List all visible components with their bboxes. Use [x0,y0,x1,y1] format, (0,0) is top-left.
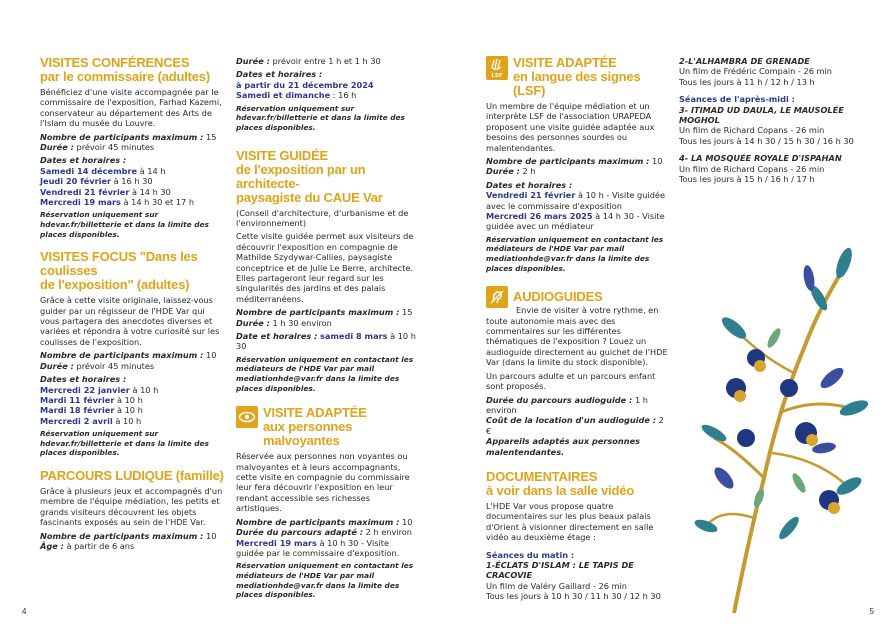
lsf-title: VISITE ADAPTÉE en langue des signes (LSF) [513,55,641,98]
hearing-icon [486,286,508,308]
section-visites-focus: VISITES FOCUS "Dans les coulisses de l'exposition" (adultes) Grâce à cette visite originale, laissez-vous guider par un régisseur de l'HDE Var qui vous partagera des anecdotes diverses et variées et répondra à votre curiosité sur les coulisses de l'exposition. Nombre de participants maximum : 10 Durée : prévoir 45 minutes Dates et horaires : Mercredi 22 janvier à 10 h Mardi 11 février à 10 h Mardi 18 février à 10 h Mercredi 2 avril à 10 h Réservation uniquement sur hdevar.fr/billetterie et dans la limite des places disponibles. [40,250,225,458]
ludique-title: PARCOURS LUDIQUE (famille) [40,467,224,483]
section-visite-malvoyantes: VISITE ADAPTÉE aux personnes malvoyantes Réservée aux personnes non voyantes ou malvoyantes et à leurs accompagnants, cette visite en compagnie du commissaire leur fera découvrir l'exposition en leur rendant accessible ses richesses artistiques. Nombre de participants maximum : 10 Durée du parcours adapté : 2 h environ Mercredi 19 mars à 10 h 30 - Visite guidée par le commissaire d'exposition. Réservation uniquement en contactant les médiateurs de l'HDE Var par mail mediationhde@var.fr dans la limite des places disponibles. [236,406,416,599]
malvoyantes-title: VISITE ADAPTÉE aux personnes malvoyantes [263,405,367,449]
right-column-2: 2-L'ALHAMBRA DE GRENADE Un film de Frédéric Compain - 26 min Tous les jours à 11 h / 12 h / 13 h Séances de l'après-midi : 3- ITIMAD UD DAULA, LE MAUSOLÉE MOGHOL Un film de Richard Copans - 26 min Tous les jours à 14 h 30 / 15 h 30 / 16 h 30 4- LA MOSQUÉE ROYALE D'ISPAHAN Un film de Richard Copans - 26 min Tous les jours à 15 h / 16 h / 17 h [679,56,854,185]
lsf-icon-label: LSF [491,73,503,79]
section-visite-lsf: LSF VISITE ADAPTÉE en langue des signes (LSF) Un membre de l'équipe médiation et un interprète LSF de l'association URAPEDA proposent une visite guidée adaptée aux besoins des personnes sourdes ou malentendantes. Nombre de participants maximum : 10 Durée : 2 h Dates et horaires : Vendredi 21 février à 10 h - Visite guidée avec le commissaire d'exposition Mercredi 26 mars 2025 à 14 h 30 - Visite guidée avec un médiateur Réservation uniquement en contactant les médiateurs de l'HDE Var par mail mediationhde@var.fr dans la limite des places disponibles. [486,56,671,273]
docs-title: DOCUMENTAIRES à voir dans la salle vidéo [486,468,634,498]
conf-reservation: Réservation uniquement sur hdevar.fr/billetterie et dans la limite des places disponibles. [40,210,209,239]
eye-icon [236,406,258,428]
focus-body: Grâce à cette visite originale, laissez-vous guider par un régisseur de l'HDE Var qui vous partagera des anecdotes diverses et variées et répondra à votre curiosité sur les coulisses de l'exposition. [40,295,220,347]
guidee-body: Cette visite guidée permet aux visiteurs de découvrir l'exposition en compagnie de Mathilde Szydywar-Callies, paysagiste conceptrice et de Julie Le Berre, architecte. Elles partageront leur regard sur les singularités des jardins et des palais méditerranéens. [236,231,414,304]
page-number-left: 4 [22,607,27,616]
section-visite-guidee: VISITE GUIDÉE de l'exposition par un architecte- paysagiste du CAUE Var (Conseil d'architecture, d'urbanisme et de l'environnement) Cette visite guidée permet aux visiteurs de découvrir l'exposition en compagnie de Mathilde Szydywar-Callies, paysagiste conceptrice et de Julie Le Berre, architecte. Elles partageront leur regard sur les singularités des jardins et des palais méditerranéens. Nombre de participants maximum : 15 Durée : 1 h 30 environ Date et horaires : samedi 8 mars à 10 h 30 Réservation uniquement en contactant les médiateurs de l'HDE Var par mail mediationhde@var.fr dans la limite des places disponibles. [236,148,416,393]
floral-branch-illustration [694,238,874,618]
focus-title: VISITES FOCUS "Dans les coulisses de l'exposition" (adultes) [40,249,198,293]
page-number-right: 5 [869,607,874,616]
audio-body: Envie de visiter à votre rythme, en toute autonomie mais avec des commentaires sur les différentes thématiques de l'exposition ? Louez un audioguide directement au guichet de l'HDE Var (dans la limite du stock disponible). [486,305,668,368]
guidee-title: VISITE GUIDÉE de l'exposition par un architecte- paysagiste du CAUE Var [236,148,383,206]
section-documentaires: DOCUMENTAIRES à voir dans la salle vidéo L'HDE Var vous propose quatre documentaires sur les plus beaux palais d'Orient à visionner directement en salle vidéo au deuxième étage : Séances du matin : 1-ÉCLATS D'ISLAM : LE TAPIS DE CRACOVIE Un film de Valéry Gaillard - 26 min Tous les jours à 10 h 30 / 11 h 30 / 12 h 30 [486,470,671,602]
focus-reservation: Réservation uniquement sur hdevar.fr/billetterie et dans la limite des places disponibles. [40,429,209,458]
section-continued: Durée : prévoir entre 1 h et 1 h 30 Dates et horaires : à partir du 21 décembre 2024 Samedi et dimanche : 16 h Réservation uniquement sur hdevar.fr/billetterie et dans la limite des places disponibles. [236,56,405,132]
right-page [444,0,888,630]
lsf-body: Un membre de l'équipe médiation et un interprète LSF de l'association URAPEDA proposent une visite guidée adaptée aux besoins des personnes sourdes ou malentendantes. [486,101,655,153]
section-visites-conferences: VISITES CONFÉRENCES par le commissaire (adultes) Bénéficiez d'une visite accompagnée par le commissaire de l'exposition, Farhad Kazemi, conservateur au département des Arts de l'Islam du musée du Louvre. Nombre de participants maximum : 15 Durée : prévoir 45 minutes Dates et horaires : Samedi 14 décembre à 14 h Jeudi 20 février à 16 h 30 Vendredi 21 février à 14 h 30 Mercredi 19 mars à 14 h 30 et 17 h Réservation uniquement sur hdevar.fr/billetterie et dans la limite des places disponibles. [40,56,225,239]
left-column-2 [236,56,416,603]
ludique-body: Grâce à plusieurs jeux et accompagnés d'un membre de l'équipe médiation, les petits et grands visiteurs découvrent les objets fascinants exposés au sein de l'HDE Var. [40,485,223,528]
section-audioguides: AUDIOGUIDES Envie de visiter à votre rythme, en toute autonomie mais avec des commentaires sur les différentes thématiques de l'exposition ? Louez un audioguide directement au guichet de l'HDE Var (dans la limite du stock disponible). Un parcours adulte et un parcours enfant sont proposés. Durée du parcours audioguide : 1 h environ Coût de la location d'un audioguide : 2 € Appareils adaptés aux personnes malentendantes. [486,286,671,457]
section-parcours-ludique: PARCOURS LUDIQUE (famille) Grâce à plusieurs jeux et accompagnés d'un membre de l'équipe médiation, les petits et grands visiteurs découvrent les objets fascinants exposés au sein de l'HDE Var. Nombre de participants maximum : 10 Âge : à partir de 6 ans [40,467,224,551]
conf-body: Bénéficiez d'une visite accompagnée par le commissaire de l'exposition, Farhad Kazemi, conservateur au département des Arts de l'Islam du musée du Louvre. [40,87,222,129]
malvoyantes-body: Réservée aux personnes non voyantes ou malvoyantes et à leurs accompagnants, cette visite en compagnie du commissaire leur fera découvrir l'exposition en leur rendant accessible ses richesses artistiques. [236,451,410,514]
docs-body: L'HDE Var vous propose quatre documentaires sur les plus beaux palais d'Orient à visionner directement en salle vidéo au deuxième étage : [486,500,654,543]
right-column-1 [486,56,671,605]
sign-language-icon [486,56,508,80]
audio-title: AUDIOGUIDES [513,289,603,305]
conf-title: VISITES CONFÉRENCES par le commissaire (adultes) [40,55,210,84]
guidee-subtitle: (Conseil d'architecture, d'urbanisme et de l'environnement) [236,208,409,229]
left-column-1 [40,56,225,554]
